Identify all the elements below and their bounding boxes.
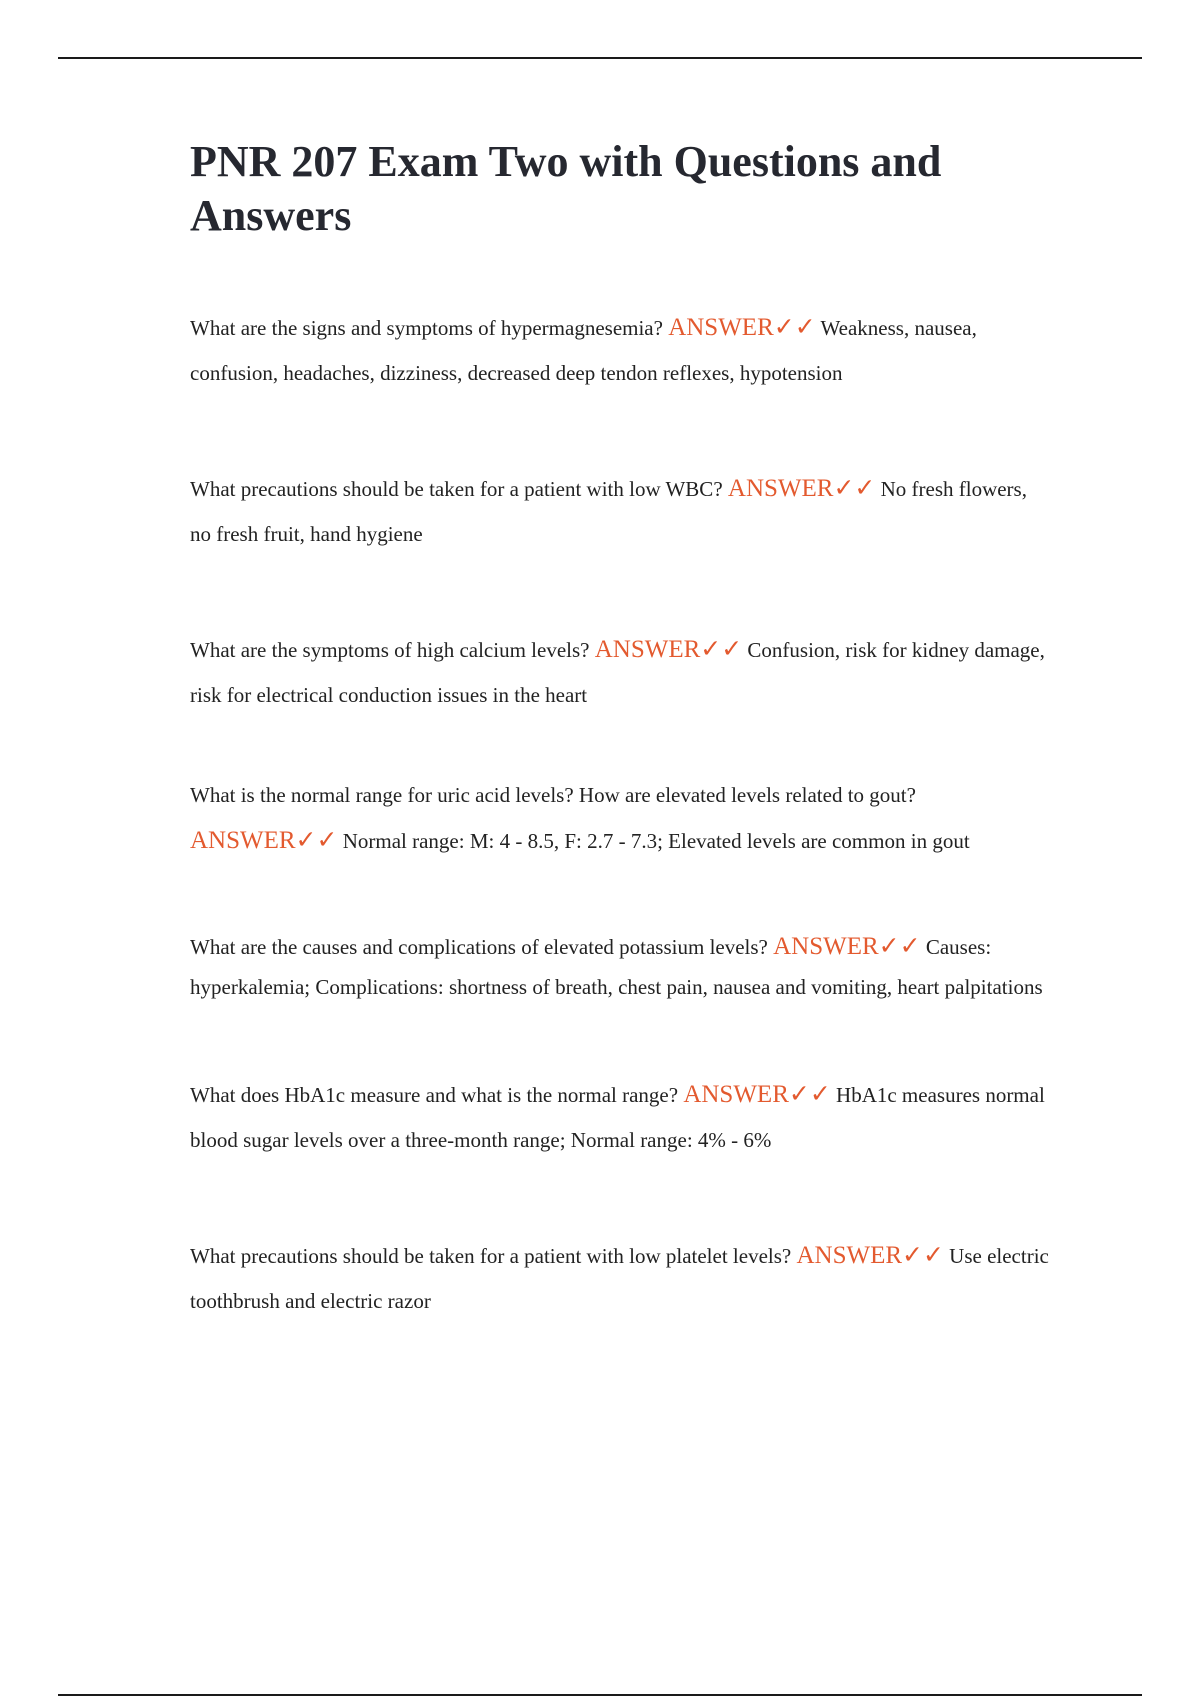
qa-item-1 [190,305,1050,396]
answer-text: Normal range: M: 4 - 8.5, F: 2.7 - 7.3; Elevated levels are common in gout [342,829,970,853]
qa-item-3 [190,627,1050,718]
answer-marker: ANSWER✓✓ [773,933,921,960]
question-text: What precautions should be taken for a patient with low WBC? [190,477,723,501]
answer-text: Use electric toothbrush and electric razor [190,1244,1049,1313]
qa-item-4 [190,773,1050,864]
qa-item-6 [190,1072,1050,1163]
answer-marker: ANSWER✓✓ [796,1242,944,1269]
answer-marker: ANSWER✓✓ [683,1081,831,1108]
answer-text: HbA1c measures normal blood sugar levels over a three-month range; Normal range: 4% - 6% [190,1083,1045,1152]
answer-text: No fresh flowers, no fresh fruit, hand hygiene [190,477,1027,546]
answer-text: Causes: hyperkalemia; Complications: shortness of breath, chest pain, nausea and vomiting, heart palpitations [190,935,1043,999]
question-text: What are the signs and symptoms of hypermagnesemia? [190,316,663,340]
bottom-rule [58,1694,1142,1696]
answer-text: Weakness, nausea, confusion, headaches, dizziness, decreased deep tendon reflexes, hypotension [190,316,977,385]
qa-item-7 [190,1233,1050,1324]
qa-item-2 [190,466,1050,557]
document-body [190,135,1050,1324]
qa-item-5 [190,927,1050,1007]
question-text: What does HbA1c measure and what is the normal range? [190,1083,679,1107]
qa-list [190,305,1050,1324]
question-text: What is the normal range for uric acid levels? How are elevated levels related to gout? [190,783,916,807]
question-text: What precautions should be taken for a patient with low platelet levels? [190,1244,792,1268]
document-title: PNR 207 Exam Two with Questions and Answers [190,137,942,240]
answer-marker: ANSWER✓✓ [668,314,816,341]
question-text: What are the causes and complications of elevated potassium levels? [190,935,768,959]
answer-marker: ANSWER✓✓ [594,636,743,663]
top-rule [58,57,1142,59]
answer-marker: ANSWER✓✓ [727,475,876,502]
question-text: What are the symptoms of high calcium levels? [190,638,590,662]
answer-text: Confusion, risk for kidney damage, risk for electrical conduction issues in the heart [190,638,1045,707]
answer-marker: ANSWER✓✓ [190,827,338,854]
